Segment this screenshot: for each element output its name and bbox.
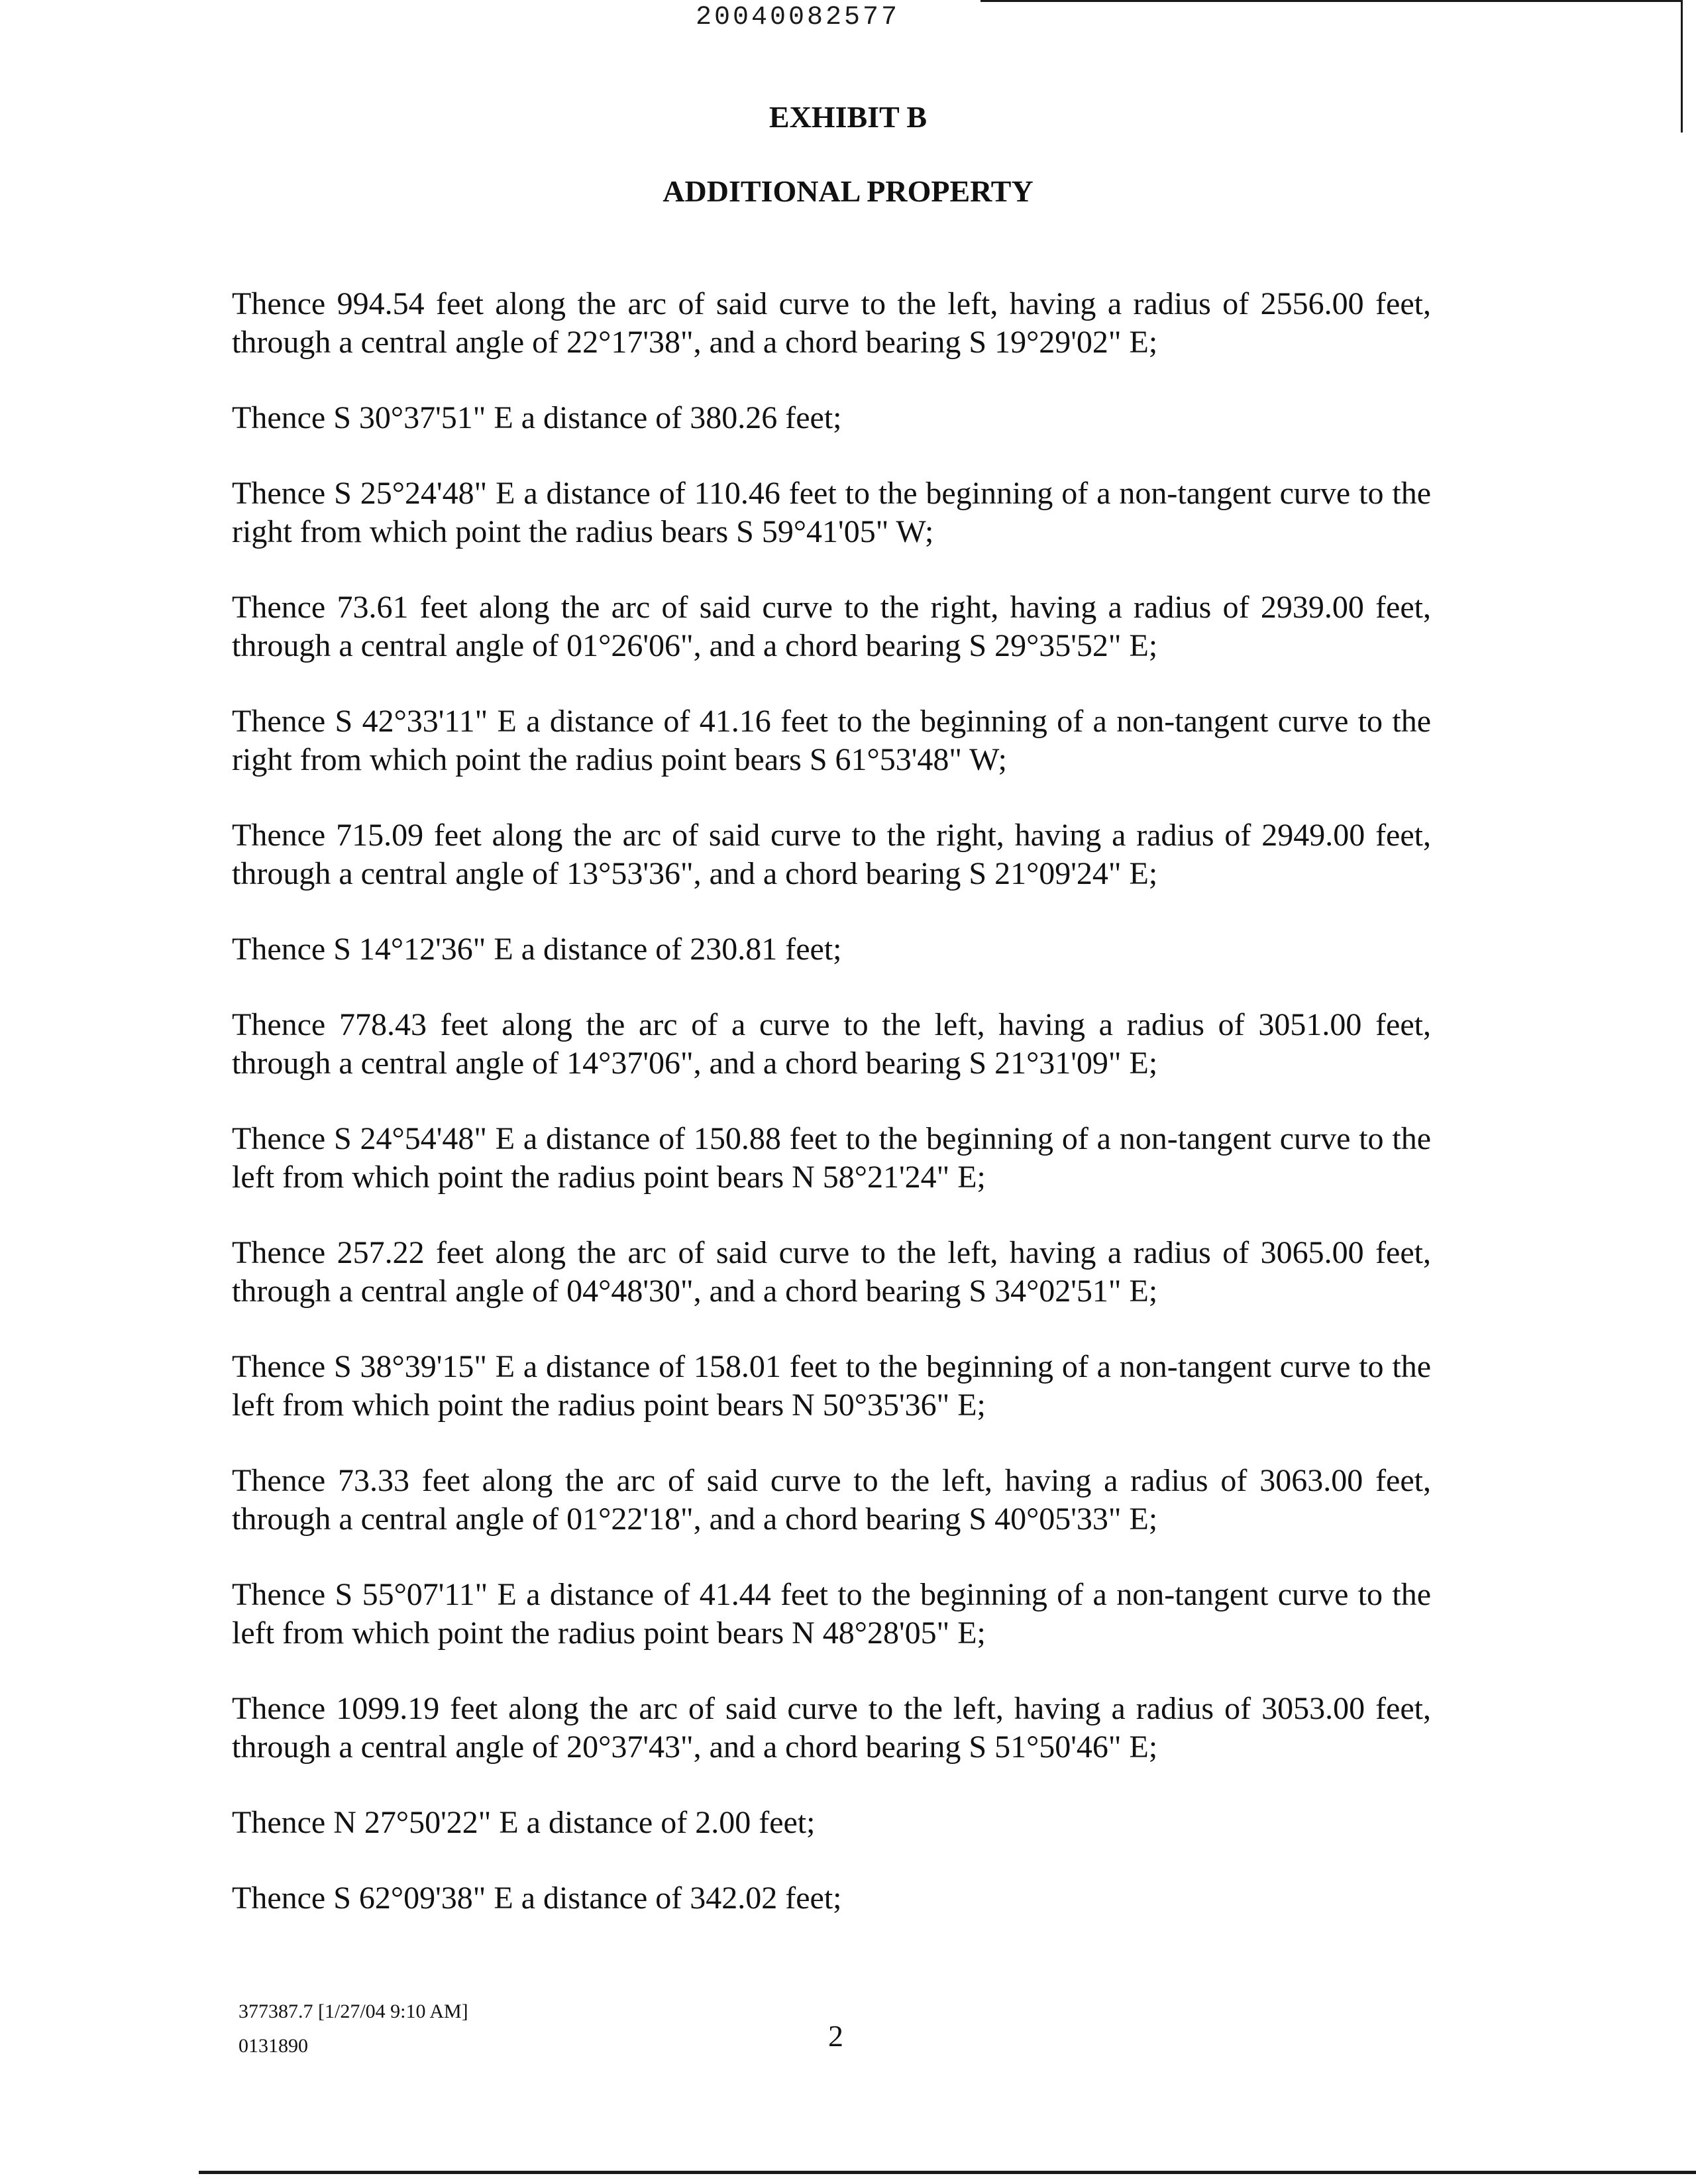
exhibit-subtitle: ADDITIONAL PROPERTY: [662, 174, 1034, 208]
paragraph: Thence 73.61 feet along the arc of said curve to the right, having a radius of 2939.00 feet, through a central angle of 01°26'06", and a chord bearing S 29°35'52" E;: [232, 590, 1431, 663]
paragraph: Thence 1099.19 feet along the arc of said curve to the left, having a radius of 3053.00 feet, through a central angle of 20°37'43", and a chord bearing S 51°50'46" E;: [232, 1691, 1431, 1765]
paragraph: Thence S 14°12'36" E a distance of 230.81 feet;: [232, 932, 842, 967]
paragraph: Thence N 27°50'22" E a distance of 2.00 feet;: [232, 1805, 816, 1840]
paragraph: Thence 994.54 feet along the arc of said curve to the left, having a radius of 2556.00 feet, through a central angle of 22°17'38", and a chord bearing S 19°29'02" E;: [232, 286, 1431, 360]
document-number: 20040082577: [696, 3, 900, 32]
paragraph: Thence 778.43 feet along the arc of a curve to the left, having a radius of 3051.00 feet, through a central angle of 14°37'06", and a chord bearing S 21°31'09" E;: [232, 1007, 1431, 1081]
paragraph: Thence S 62°09'38" E a distance of 342.02 feet;: [232, 1881, 842, 1916]
scan-border-bottom: [199, 2171, 1696, 2174]
exhibit-title: EXHIBIT B: [768, 100, 928, 134]
footer-ref-line-1: 377387.7 [1/27/04 9:10 AM]: [238, 2000, 468, 2022]
footer-ref-line-2: 0131890: [238, 2035, 308, 2057]
paragraph: Thence S 30°37'51" E a distance of 380.26 feet;: [232, 400, 842, 435]
page-number: 2: [828, 2019, 843, 2053]
scan-border-top: [980, 0, 1683, 2]
paragraph: Thence 257.22 feet along the arc of said curve to the left, having a radius of 3065.00 feet, through a central angle of 04°48'30", and a chord bearing S 34°02'51" E;: [232, 1235, 1431, 1309]
legal-description: [232, 285, 1431, 1955]
paragraph: Thence S 38°39'15" E a distance of 158.01 feet to the beginning of a non-tangent curve to the left from which point the radius point bears N 50°35'36" E;: [232, 1349, 1431, 1423]
paragraph: Thence 73.33 feet along the arc of said curve to the left, having a radius of 3063.00 feet, through a central angle of 01°22'18", and a chord bearing S 40°05'33" E;: [232, 1463, 1431, 1537]
paragraph: Thence S 55°07'11" E a distance of 41.44 feet to the beginning of a non-tangent curve to the left from which point the radius point bears N 48°28'05" E;: [232, 1577, 1431, 1651]
paragraph: Thence S 24°54'48" E a distance of 150.88 feet to the beginning of a non-tangent curve to the left from which point the radius point bears N 58°21'24" E;: [232, 1121, 1431, 1195]
paragraph: Thence S 42°33'11" E a distance of 41.16 feet to the beginning of a non-tangent curve to the right from which point the radius point bears S 61°53'48" W;: [232, 704, 1431, 777]
paragraph: Thence S 25°24'48" E a distance of 110.46 feet to the beginning of a non-tangent curve to the right from which point the radius bears S 59°41'05" W;: [232, 476, 1431, 549]
paragraph: Thence 715.09 feet along the arc of said curve to the right, having a radius of 2949.00 feet, through a central angle of 13°53'36", and a chord bearing S 21°09'24" E;: [232, 818, 1431, 891]
footer-reference: [238, 1994, 468, 2063]
